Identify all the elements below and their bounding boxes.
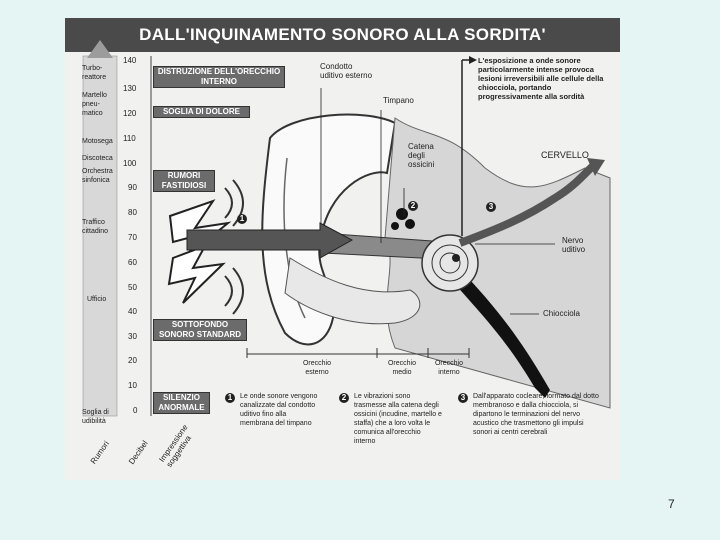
level-box: RUMORI FASTIDIOSI [153,170,215,192]
slide-number: 7 [668,497,675,511]
decibel-tick: 130 [123,84,137,93]
column-label: Decibel [127,438,150,467]
decibel-tick: 90 [128,183,137,192]
decibel-tick: 10 [128,381,137,390]
decibel-tick: 140 [123,56,137,65]
cochlea-core [452,254,460,262]
level-box: DISTRUZIONE DELL'ORECCHIO INTERNO [153,66,285,88]
ossicle [405,219,415,229]
source-label: Ufficio [87,296,107,303]
label-condotto: Condotto uditivo esterno [320,62,373,80]
level-box: SOTTOFONDO SONORO STANDARD [153,319,247,341]
decibel-tick: 60 [128,258,137,267]
marker-2: 2 [408,201,418,211]
decibel-tick: 20 [128,356,137,365]
callout-text: L'esposizione a onde sonore particolarmente intense provoca lesioni irreversibili alle cellule della chiocciola, portando progressivamente alla sordità [478,56,604,101]
label-cervello: CERVELLO [541,150,589,160]
decibel-tick: 50 [128,283,137,292]
sound-wave [233,268,243,314]
label-orecchio-esterno: Orecchio esterno [302,360,331,376]
step-text: Le vibrazioni sono trasmesse alla catena degli ossicini (incudine, martello e staffa) che a loro volta le comunica all'orecchio interno [354,393,442,445]
label-chiocciola: Chiocciola [543,309,580,318]
source-label: Soglia di udibilità [82,409,109,425]
decibel-tick: 110 [123,134,136,143]
marker-1: 1 [237,214,247,224]
marker-3: 3 [486,202,496,212]
label-orecchio-medio: Orecchio medio [387,360,416,376]
lightning-icon [169,246,223,303]
decibel-tick: 100 [123,159,137,168]
diagram-figure [65,18,620,480]
ossicle [396,208,408,220]
level-box: SILENZIO ANORMALE [153,392,210,414]
source-label: Traffico cittadino [82,219,109,235]
step-badge: 3 [458,393,468,403]
source-label: Orchestra sinfonica [82,168,113,184]
step-badge: 1 [225,393,235,403]
decibel-tick: 30 [128,332,137,341]
ossicle [391,222,399,230]
decibel-tick: 120 [123,109,137,118]
step-text: Dall'apparato cocleare, formato dal dotto membranoso e dalla chiocciola, si dipartono le terminazioni del nervo acustico che trasmettono gli impulsi sonori ai centri cerebrali [473,393,599,436]
source-label: Motosega [82,138,113,145]
sound-wave [225,276,232,306]
diagram-title: DALL'INQUINAMENTO SONORO ALLA SORDITA' [65,18,620,52]
sound-wave [225,188,232,218]
decibel-tick: 80 [128,208,137,217]
level-box: SOGLIA DI DOLORE [153,106,250,118]
label-catena: Catena degli ossicini [408,142,435,169]
column-label: Rumori [88,439,111,466]
label-orecchio-interno: Orecchio interno [434,360,463,376]
scale-arrow [87,40,113,58]
decibel-tick: 40 [128,307,137,316]
arrowhead-icon [469,56,477,64]
source-label: Discoteca [82,155,113,162]
step-badge: 2 [339,393,349,403]
source-label: Martello pneu-matico [82,92,107,117]
source-label: Turbo-reattore [82,65,107,81]
label-nervo: Nervo uditivo [562,236,586,254]
decibel-tick: 70 [128,233,137,242]
column-label: Impressione soggettiva [157,422,193,469]
step-text: Le onde sonore vengono canalizzate dal condotto uditivo fino alla membrana del timpano [240,393,318,427]
label-timpano: Timpano [383,96,414,105]
decibel-tick: 0 [133,406,138,415]
